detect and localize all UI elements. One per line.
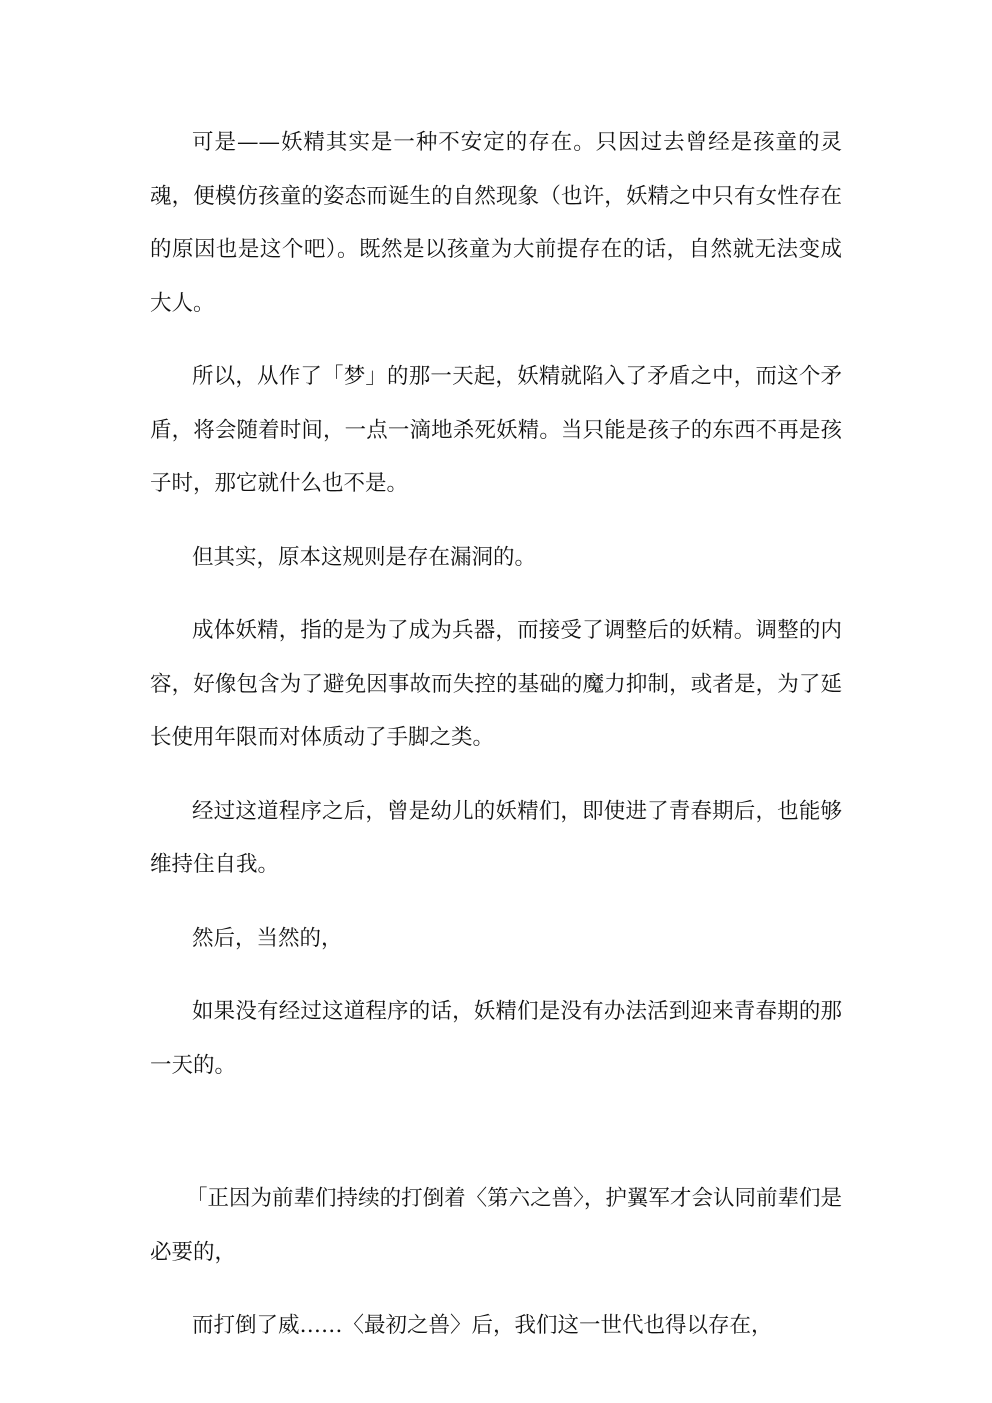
paragraph-4: 成体妖精，指的是为了成为兵器，而接受了调整后的妖精。调整的内容，好像包含为了避免因事故而失控的基础的魔力抑制，或者是，为了延长使用年限而对体质动了手脚之类。 bbox=[150, 618, 842, 750]
paragraph-7: 如果没有经过这道程序的话，妖精们是没有办法活到迎来青春期的那一天的。 bbox=[150, 999, 842, 1078]
paragraph-1: 可是——妖精其实是一种不安定的存在。只因过去曾经是孩童的灵魂，便模仿孩童的姿态而诞生的自然现象（也许，妖精之中只有女性存在的原因也是这个吧）。既然是以孩童为大前提存在的话，自然就无法变成大人。 bbox=[150, 130, 842, 316]
paragraph-2: 所以，从作了「梦」的那一天起，妖精就陷入了矛盾之中，而这个矛盾，将会随着时间，一点一滴地杀死妖精。当只能是孩子的东西不再是孩子时，那它就什么也不是。 bbox=[150, 364, 842, 496]
paragraph-9: 而打倒了威……〈最初之兽〉后，我们这一世代也得以存在， bbox=[192, 1313, 773, 1338]
paragraph-8: 「正因为前辈们持续的打倒着〈第六之兽〉，护翼军才会认同前辈们是必要的， bbox=[150, 1186, 842, 1265]
paragraph-3: 但其实，原本这规则是存在漏洞的。 bbox=[192, 544, 537, 570]
document-body bbox=[150, 116, 842, 1373]
paragraph-6: 然后，当然的， bbox=[192, 925, 343, 951]
paragraph-5: 经过这道程序之后，曾是幼儿的妖精们，即使进了青春期后，也能够维持住自我。 bbox=[150, 798, 842, 877]
